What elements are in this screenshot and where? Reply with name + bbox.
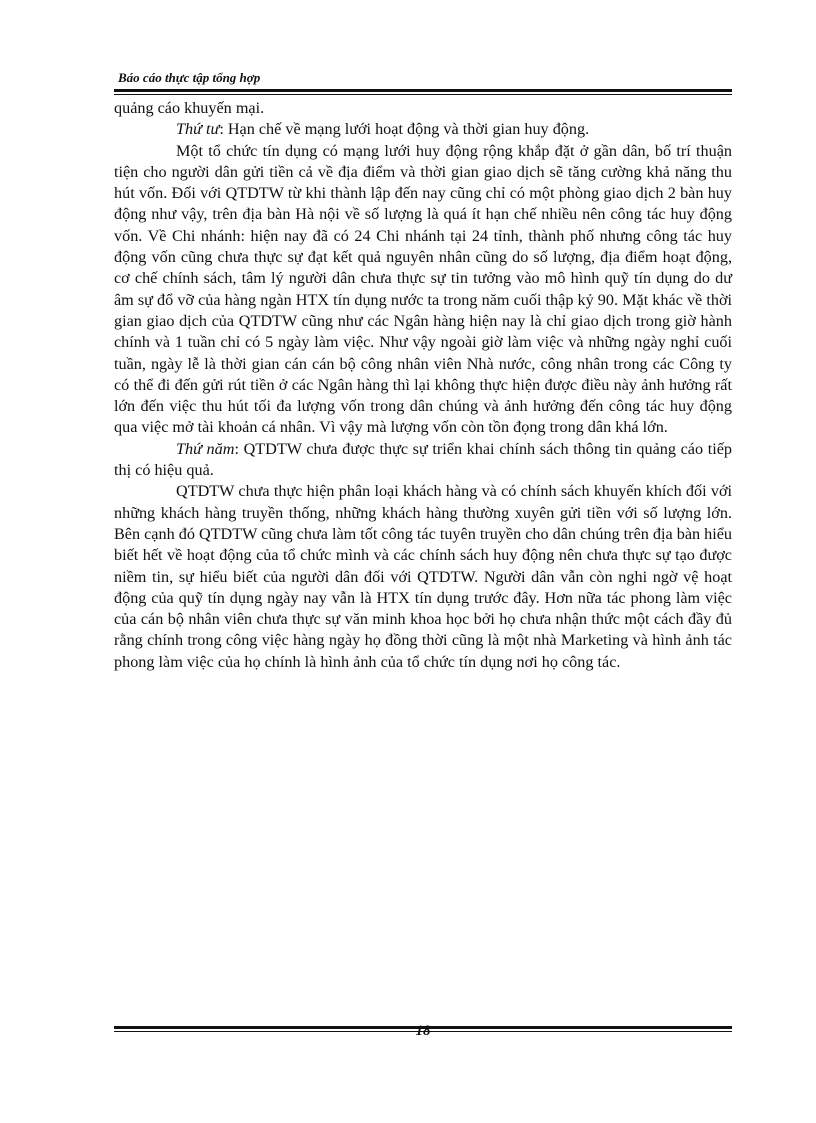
section-fifth-text: : QTDTW chưa được thực sự triển khai chính sách thông tin quảng cáo tiếp thị có hiệu quả. bbox=[114, 439, 732, 480]
page-header bbox=[114, 70, 732, 95]
section-fourth-text: : Hạn chế về mạng lưới hoạt động và thời gian huy động. bbox=[219, 120, 590, 139]
paragraph-continuation: quảng cáo khuyến mại. bbox=[114, 99, 265, 117]
report-body bbox=[114, 98, 732, 673]
header-rule-thin bbox=[114, 94, 732, 95]
paragraph-marketing: QTDTW chưa thực hiện phân loại khách hàng và có chính sách khuyến khích đối với những khách hàng truyền thống, những khách hàng thường xuyên gửi tiền với số lượng lớn. Bên cạnh đó QTDTW cũng chưa làm tốt công tác tuyên truyền cho dân chúng trên địa bàn hiểu biết hết về hoạt động của tổ chức mình và các chính sách huy động nên chưa thực sự tạo được niềm tin, sự hiểu biết của người dân đối với QTDTW. Người dân vẫn còn nghi ngờ vệ hoạt động của quỹ tín dụng ngày nay vẫn là HTX tín dụng trước đây. Hơn nữa tác phong làm việc của cán bộ nhân viên chưa thực sự văn minh khoa học bởi họ chưa nhận thức một cách đầy đủ rằng chính trong công việc hàng ngày họ đồng thời cũng là một nhà Marketing và hình ảnh tác phong làm việc của họ chính là hình ảnh của tổ chức tín dụng nơi họ công tác. bbox=[114, 482, 733, 671]
page-number: 18 bbox=[415, 1023, 431, 1039]
header-title: Báo cáo thực tập tổng hợp bbox=[118, 70, 261, 85]
page-footer bbox=[114, 1023, 732, 1039]
section-fifth-label: Thứ năm bbox=[176, 439, 235, 458]
paragraph-network: Một tổ chức tín dụng có mạng lưới huy động rộng khắp đặt ở gần dân, bố trí thuận tiện cho người dân gửi tiền cả về địa điểm và thời gian giao dịch sẽ tăng cường khả năng thu hút vốn. Đối với QTDTW từ khi thành lập đến nay cũng chỉ có một phòng giao dịch 2 bàn huy động như vậy, trên địa bàn Hà nội về số lượng là quá ít hạn chế nhiều nên công tác huy động vốn. Về Chi nhánh: hiện nay đã có 24 Chi nhánh tại 24 tỉnh, thành phố nhưng công tác huy động vốn cũng chưa thực sự đạt kết quả nguyên nhân cũng do số lượng, địa điểm hoạt động, cơ chế chính sách, tâm lý người dân chưa thực sự tin tưởng vào mô hình quỹ tín dụng do dư âm sự đổ vỡ của hàng ngàn HTX tín dụng nước ta trong năm cuối thập kỷ 90. Mặt khác về thời gian giao dịch của QTDTW cũng như các Ngân hàng hiện nay là chỉ giao dịch trong giờ hành chính và 1 tuần chỉ có 5 ngày làm việc. Như vậy ngoài giờ làm việc và những ngày nghỉ cuối tuần, ngày lễ là thời gian cán cán bộ công nhân viên Nhà nước, công nhân trong các Công ty có thể đi đến gửi rút tiền ở các Ngân hàng thì lại không thực hiện được điều này ảnh hưởng rất lớn đến việc thu hút tối đa lượng vốn trong dân chúng và ảnh hưởng đến công tác huy động qua việc mở tài khoản cá nhân. Vì vậy mà lượng vốn còn tồn đọng trong dân khá lớn. bbox=[114, 141, 732, 437]
section-fourth bbox=[114, 119, 732, 140]
header-rule-thick bbox=[114, 89, 732, 92]
section-fourth-label: Thứ tư bbox=[176, 120, 220, 139]
section-fifth bbox=[114, 439, 732, 482]
